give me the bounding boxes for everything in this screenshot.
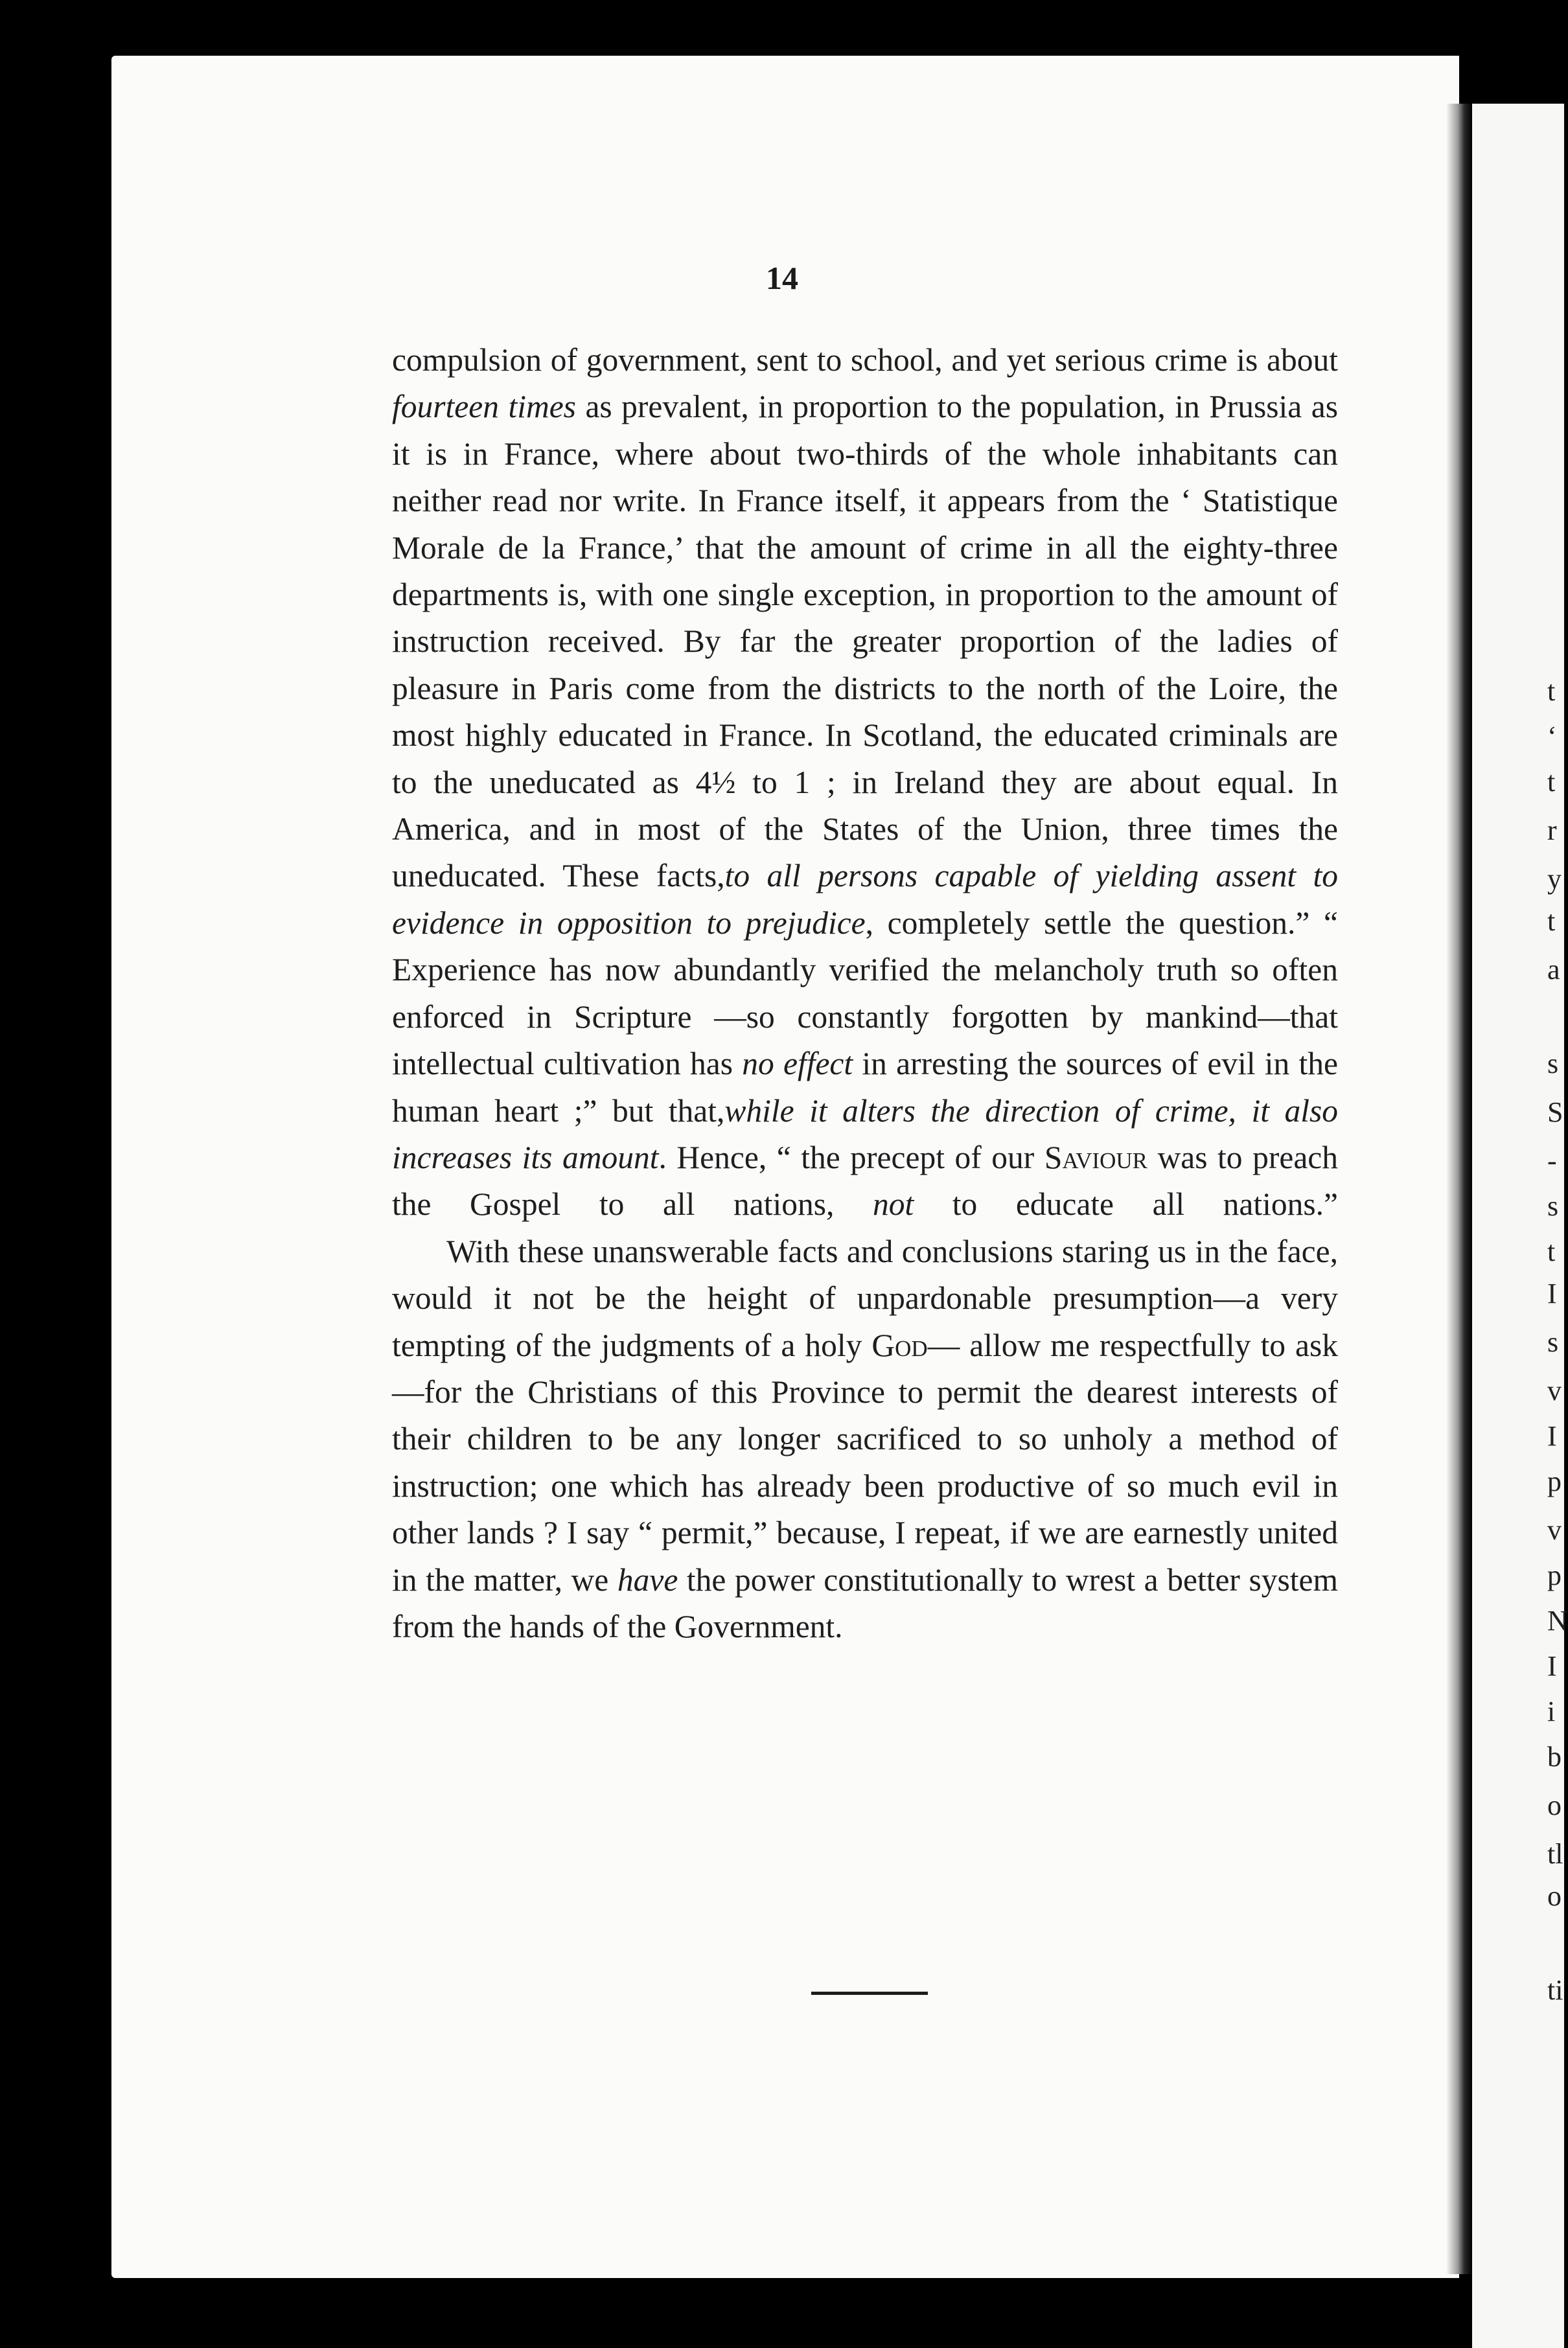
facing-page [1472, 104, 1564, 2348]
facing-page-fragment: y [1547, 863, 1562, 895]
page-number: 14 [766, 260, 798, 296]
facing-page-fragment: s [1547, 1190, 1559, 1222]
facing-page-fragment: tl [1547, 1838, 1563, 1870]
facing-page-fragment: I [1547, 1278, 1557, 1309]
emphasis: fourteen times [392, 389, 576, 425]
facing-page-fragment: i [1547, 1696, 1556, 1727]
facing-page-fragment: t [1547, 675, 1556, 707]
facing-page-fragment: s [1547, 1048, 1559, 1079]
emphasis: while it alters the direction of crime, it also increases its amount [392, 1092, 1339, 1175]
facing-page-fragment: v [1547, 1514, 1562, 1546]
facing-page-fragment: N [1547, 1605, 1568, 1637]
facing-page-fragment: I [1547, 1650, 1557, 1682]
facing-page-fragment: s [1547, 1326, 1559, 1358]
section-rule [811, 1992, 928, 1995]
paragraph-2: With these unanswerable facts and conclusions staring us in the face, would it not be the height of unpardonable presumption—a very tempting of the judgments of a holy God— allow me respectfully to ask—for the Christians of this Province to permit the dearest interests of their children to be any longer sacrificed to so unholy a method of instruction; one which has already been productive of so much evil in other lands ? I say “ permit,” because, I repeat, if we are earnestly united in the matter, we have the power constitutionally to wrest a better system from the hands of the Government. [392, 1233, 1338, 1644]
emphasis: no effect [742, 1046, 853, 1082]
facing-page-fragment: t [1547, 1236, 1556, 1267]
body-text [392, 337, 1338, 1650]
facing-page-fragment: r [1547, 814, 1557, 846]
emphasis: to all persons capable of yielding assent to evidence in opposition to prejudice [392, 858, 1338, 941]
facing-page-fragment: S [1547, 1096, 1563, 1128]
facing-page-fragment: p [1547, 1560, 1562, 1591]
facing-page-fragment: I [1547, 1420, 1557, 1452]
facing-page-fragment: a [1547, 954, 1560, 985]
facing-page-fragment: o [1547, 1790, 1562, 1821]
facing-page-fragment: v [1547, 1375, 1562, 1407]
book-gutter [1446, 104, 1472, 2274]
facing-page-fragment: p [1547, 1466, 1562, 1497]
paragraph-1: compulsion of government, sent to school, and yet serious crime is about fourteen times as prevalent, in proportion to the population, in Prussia as it is in France, where about two-thirds of the whole inhabitants can neither read nor write. In France itself, it appears from the ‘ Statistique Morale de la France,’ that the amount of crime in all the eighty-three departments is, with one single exception, in proportion to the amount of instruction received. By far the greater proportion of the ladies of pleasure in Paris come from the districts to the north of the Loire, the most highly educated in France. In Scotland, the educated criminals are to the uneducated as 4½ to 1 ; in Ireland they are about equal. In America, and in most of the States of the Union, three times the uneducated. These facts,to all persons capable of yielding assent to evidence in opposition to prejudice, completely settle the question.” “ Experience has now abundantly verified the melancholy truth so often enforced in Scripture —so constantly forgotten by mankind—that intellectual cultivation has no effect in arresting the sources of evil in the human heart ;” but that,while it alters the direction of crime, it also increases its amount. Hence, “ the precept of our Saviour was to preach the Gospel to all nations, not to educate all nations.” [392, 342, 1339, 1223]
facing-page-fragment: t [1547, 766, 1556, 798]
facing-page-fragment: b [1547, 1741, 1562, 1773]
facing-page-fragment: ‘ [1547, 720, 1557, 752]
emphasis: have [617, 1561, 678, 1598]
facing-page-fragment: ti [1547, 1974, 1563, 2006]
facing-page-fragment: o [1547, 1880, 1562, 1912]
facing-page-fragment: - [1547, 1145, 1557, 1177]
facing-page-fragment: t [1547, 905, 1556, 937]
small-caps: Saviour [1044, 1139, 1147, 1175]
small-caps: God [871, 1327, 928, 1363]
emphasis: not [872, 1186, 914, 1223]
